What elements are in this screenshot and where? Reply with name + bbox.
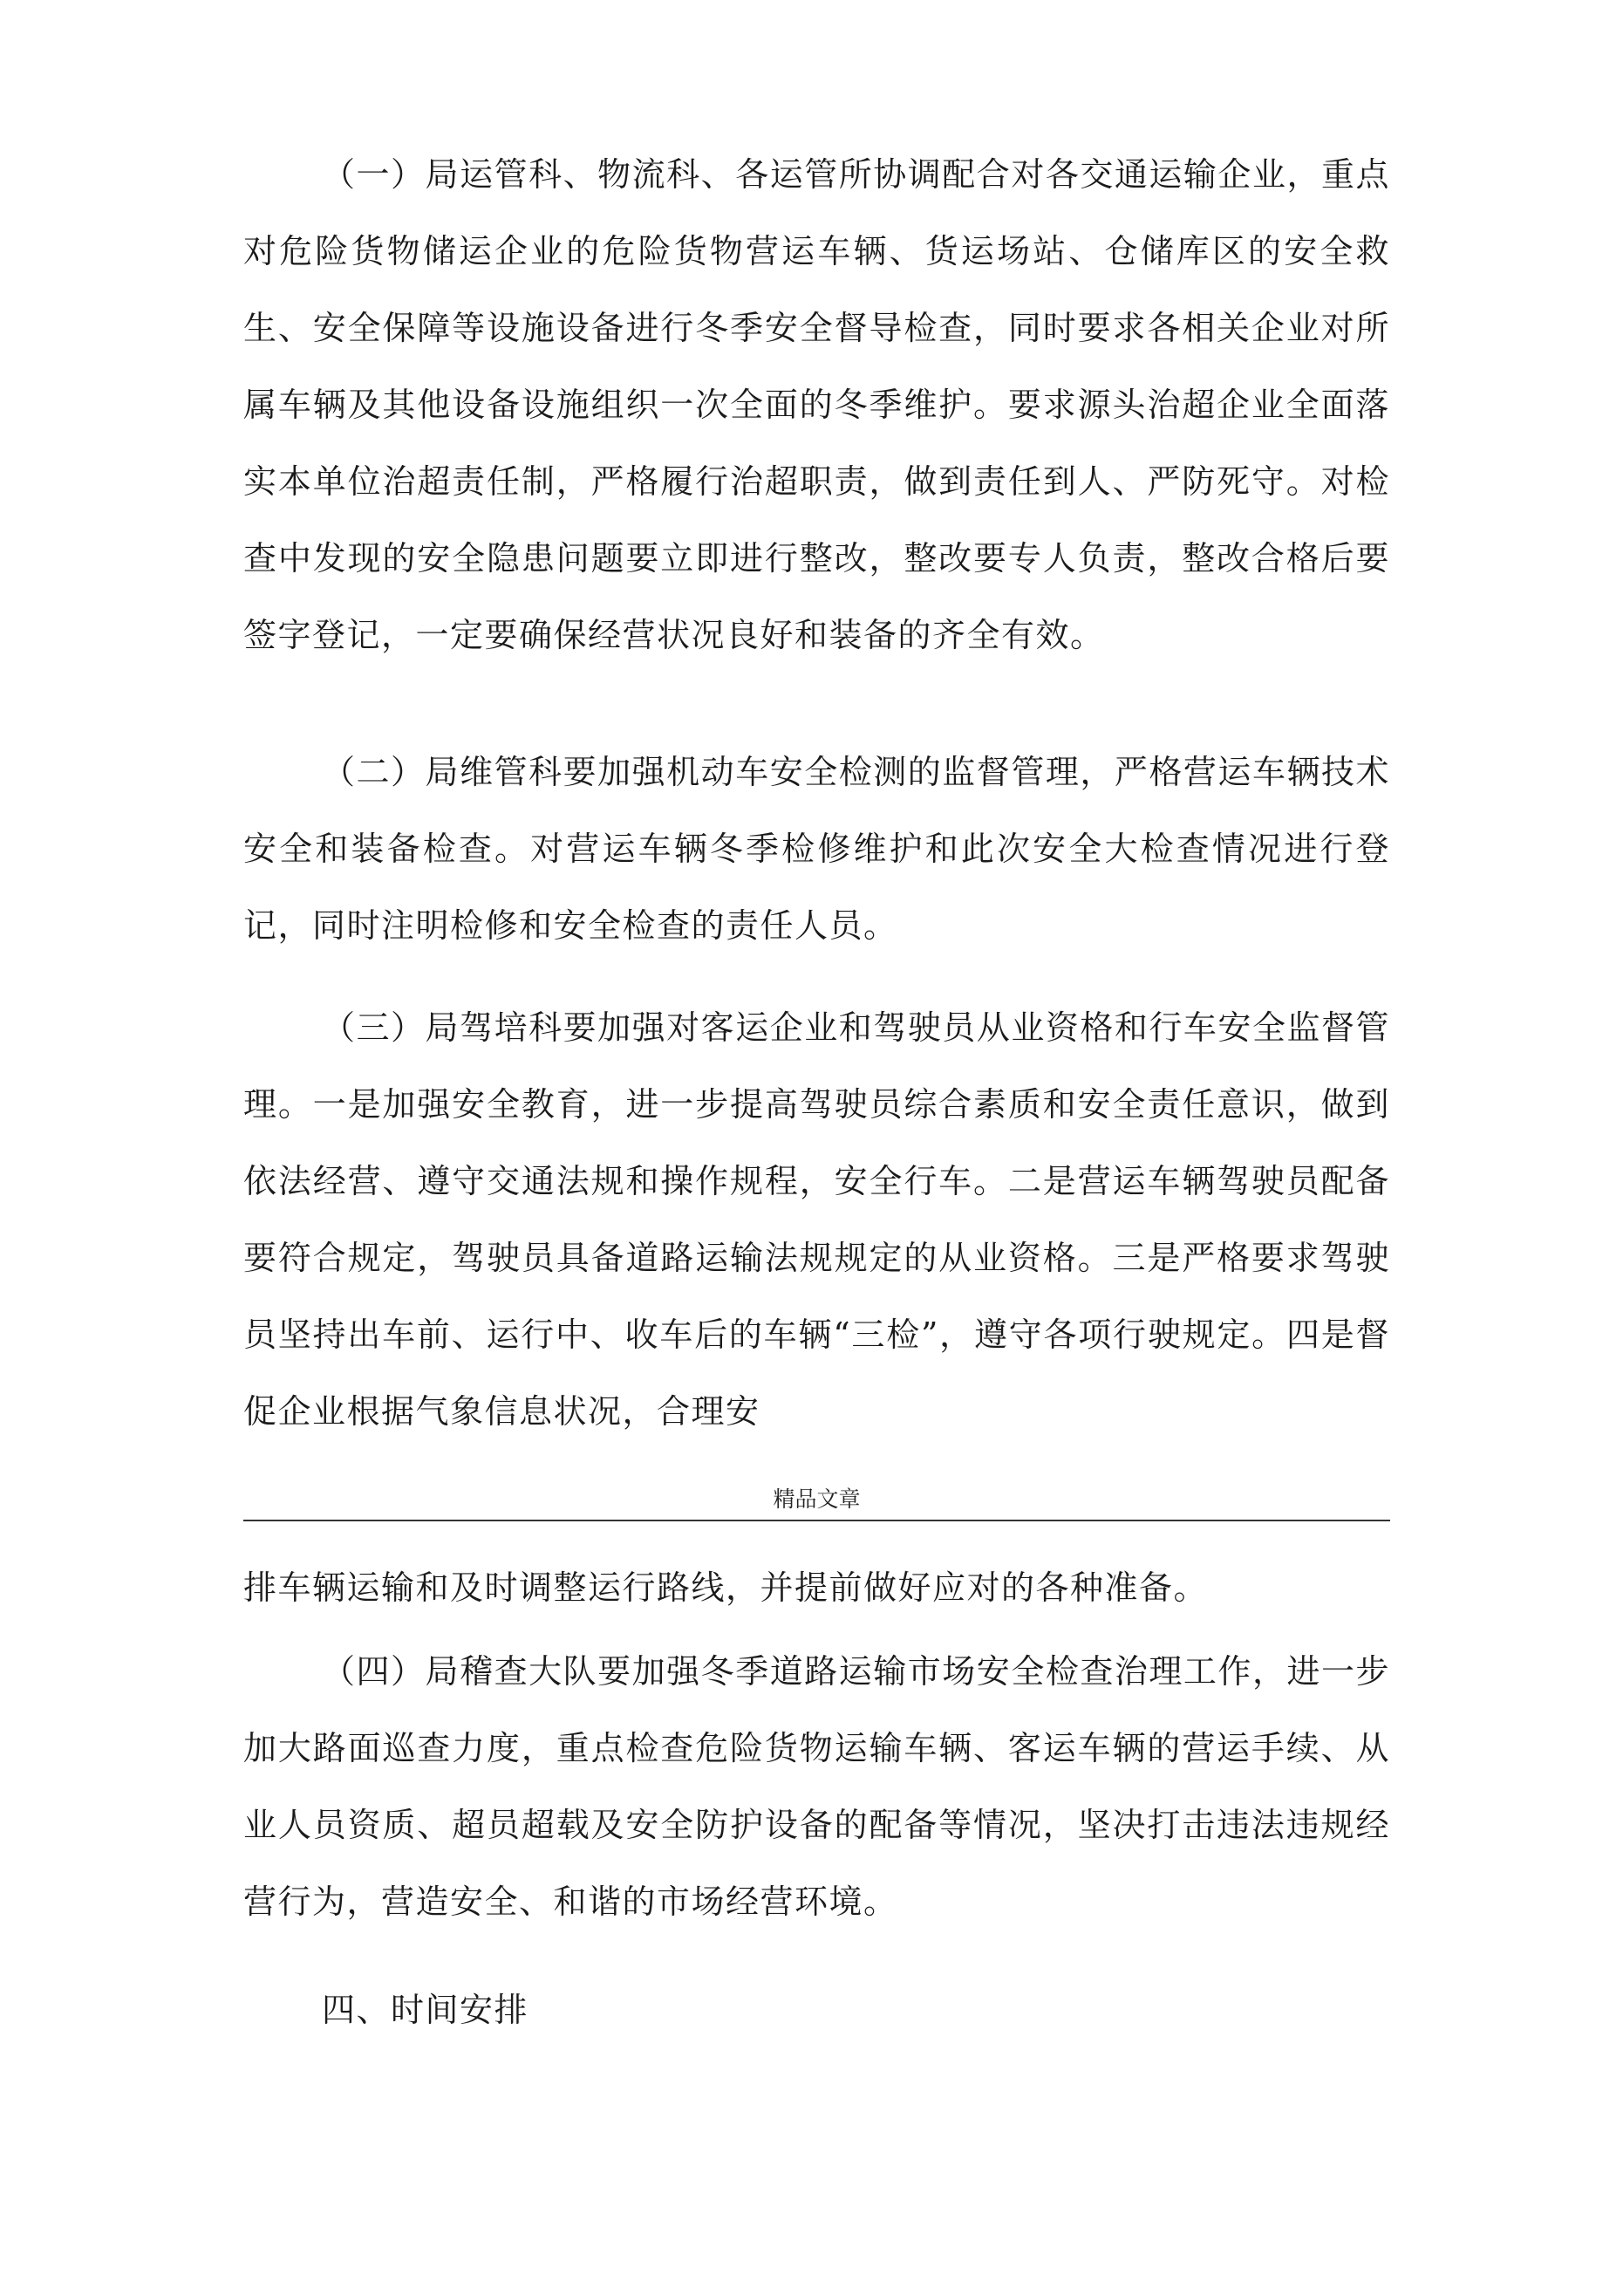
footer-label: 精品文章 — [773, 1486, 861, 1512]
page-footer — [243, 1485, 1390, 1521]
paragraph-section-2-text: （二）局维管科要加强机动车安全检测的监督管理，严格营运车辆技术安全和装备检查。对营运车辆冬季检修维护和此次安全大检查情况进行登记，同时注明检修和安全检查的责任人员。 — [243, 753, 1390, 945]
footer-divider — [243, 1520, 1390, 1521]
section-heading — [243, 1971, 1390, 2048]
paragraph-section-1 — [243, 136, 1390, 673]
paragraph-section-1-text: （一）局运管科、物流科、各运管所协调配合对各交通运输企业，重点对危险货物储运企业的危险货物营运车辆、货运场站、仓储库区的安全救生、安全保障等设施设备进行冬季安全督导检查，同时要求各相关企业对所属车辆及其他设备设施组织一次全面的冬季维护。要求源头治超企业全面落实本单位治超责任制，严格履行治超职责，做到责任到人、严防死守。对检查中发现的安全隐患问题要立即进行整改，整改要专人负责，整改合格后要签字登记，一定要确保经营状况良好和装备的齐全有效。 — [243, 155, 1390, 654]
paragraph-section-3-text: （三）局驾培科要加强对客运企业和驾驶员从业资格和行车安全监督管理。一是加强安全教育，进一步提高驾驶员综合素质和安全责任意识，做到依法经营、遵守交通法规和操作规程，安全行车。二是营运车辆驾驶员配备要符合规定，驾驶员具备道路运输法规规定的从业资格。三是严格要求驾驶员坚持出车前、运行中、收车后的车辆“三检”，遵守各项行驶规定。四是督促企业根据气象信息状况，合理安 — [243, 1008, 1390, 1431]
paragraph-section-4-text: （四）局稽查大队要加强冬季道路运输市场安全检查治理工作，进一步加大路面巡查力度，重点检查危险货物运输车辆、客运车辆的营运手续、从业人员资质、超员超载及安全防护设备的配备等情况，坚决打击违法违规经营行为，营造安全、和谐的市场经营环境。 — [243, 1652, 1390, 1921]
section-heading-text: 四、时间安排 — [322, 1991, 529, 2029]
paragraph-section-3 — [243, 989, 1390, 1450]
paragraph-section-2 — [243, 734, 1390, 964]
paragraph-continuation — [243, 1549, 1390, 1626]
paragraph-section-4 — [243, 1633, 1390, 1940]
paragraph-continuation-text: 排车辆运输和及时调整运行路线，并提前做好应对的各种准备。 — [243, 1568, 1209, 1607]
